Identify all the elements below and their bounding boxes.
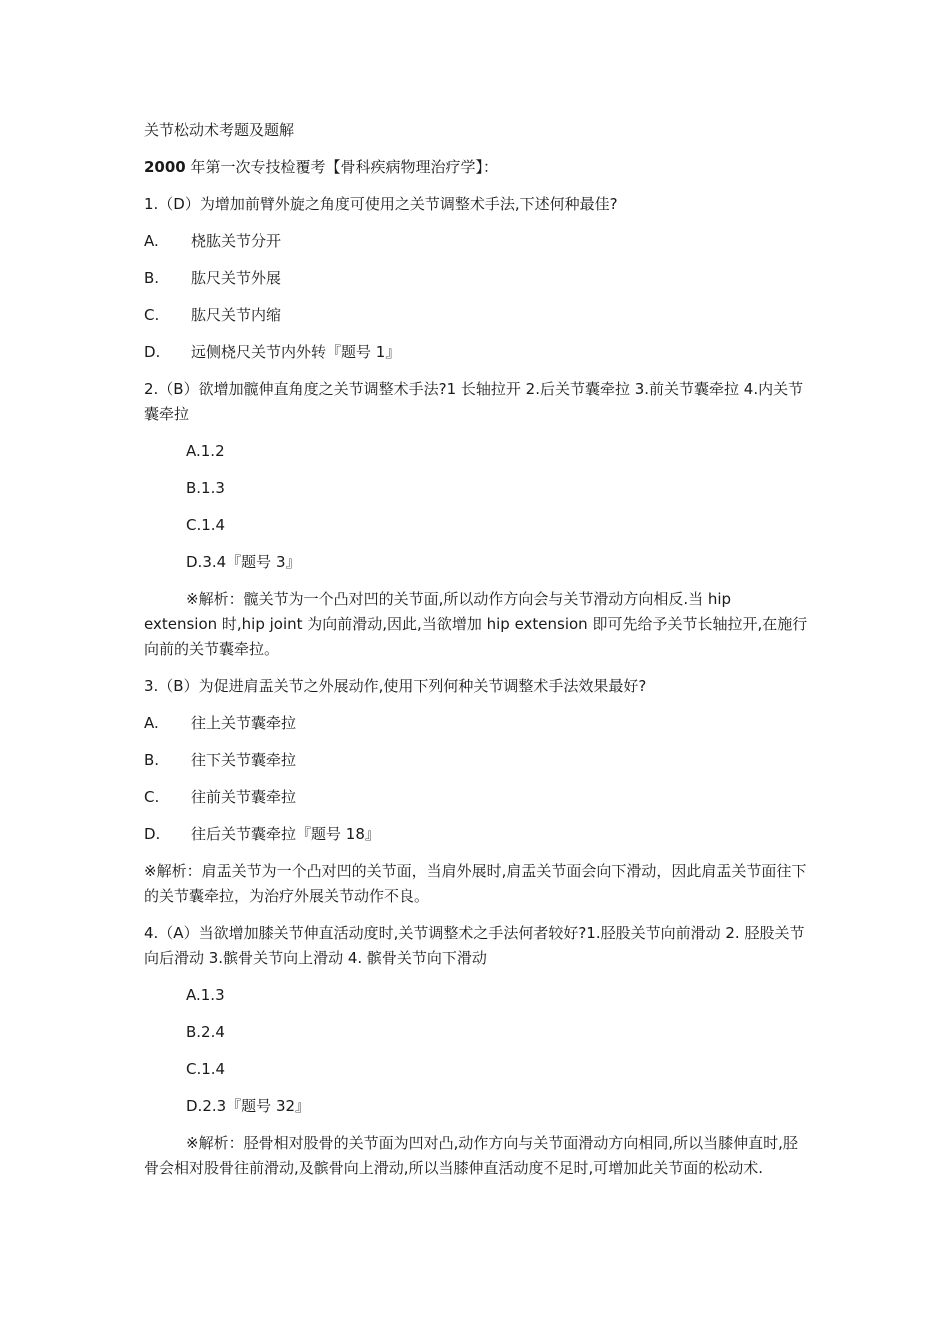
question-3-option-c: C. 往前关节囊牵拉 bbox=[144, 788, 297, 806]
question-1-option-d: D. 远侧桡尺关节内外转『题号 1』 bbox=[144, 343, 401, 361]
question-4-stem: 4.（A）当欲增加膝关节伸直活动度时,关节调整术之手法何者较好?1.胫股关节向前滑动 2. 胫股关节向后滑动 3.髌骨关节向上滑动 4. 髌骨关节向下滑动 bbox=[144, 924, 805, 967]
question-2-stem: 2.（B）欲增加髋伸直角度之关节调整术手法?1 长轴拉开 2.后关节囊牵拉 3.前关节囊牵拉 4.内关节囊牵拉 bbox=[144, 380, 804, 423]
question-1-stem: 1.（D）为增加前臂外旋之角度可使用之关节调整术手法,下述何种最佳? bbox=[144, 195, 618, 213]
question-4-option-d: D.2.3『题号 32』 bbox=[186, 1097, 311, 1115]
question-3-explanation: ※解析：肩盂关节为一个凸对凹的关节面，当肩外展时,肩盂关节面会向下滑动，因此肩盂关节面往下的关节囊牵拉，为治疗外展关节动作不良。 bbox=[144, 862, 807, 905]
question-4-option-a: A.1.3 bbox=[186, 986, 225, 1004]
question-2-option-d: D.3.4『题号 3』 bbox=[186, 553, 301, 571]
exam-heading bbox=[144, 155, 808, 180]
question-4-option-b: B.2.4 bbox=[186, 1023, 225, 1041]
exam-name: 年第一次专技检覆考【骨科疾病物理治疗学】： bbox=[185, 158, 499, 176]
question-1-option-b: B. 肱尺关节外展 bbox=[144, 269, 282, 287]
question-4-explanation: ※解析：胫骨相对股骨的关节面为凹对凸,动作方向与关节面滑动方向相同,所以当膝伸直时,胫骨会相对股骨往前滑动,及髌骨向上滑动,所以当膝伸直活动度不足时,可增加此关节面的松动术. bbox=[144, 1134, 798, 1177]
question-3-option-d: D. 往后关节囊牵拉『题号 18』 bbox=[144, 825, 380, 843]
question-4-option-c: C.1.4 bbox=[186, 1060, 226, 1078]
exam-year: 2000 bbox=[144, 158, 186, 176]
question-2-option-a: A.1.2 bbox=[186, 442, 225, 460]
question-2-explanation: ※解析：髋关节为一个凸对凹的关节面,所以动作方向会与关节滑动方向相反.当 hip extension 时,hip joint 为向前滑动,因此,当欲增加 hip extension 即可先给予关节长轴拉开,在施行向前的关节囊牵拉。 bbox=[144, 590, 808, 658]
document-content bbox=[144, 118, 808, 1193]
question-2-option-c: C.1.4 bbox=[186, 516, 226, 534]
question-2-option-b: B.1.3 bbox=[186, 479, 225, 497]
question-3-stem: 3.（B）为促进肩盂关节之外展动作,使用下列何种关节调整术手法效果最好? bbox=[144, 677, 647, 695]
question-1-option-c: C. 肱尺关节内缩 bbox=[144, 306, 282, 324]
question-1-option-a: A. 桡肱关节分开 bbox=[144, 232, 282, 250]
doc-title: 关节松动术考题及题解 bbox=[144, 121, 295, 139]
question-3-option-a: A. 往上关节囊牵拉 bbox=[144, 714, 297, 732]
question-3-option-b: B. 往下关节囊牵拉 bbox=[144, 751, 297, 769]
